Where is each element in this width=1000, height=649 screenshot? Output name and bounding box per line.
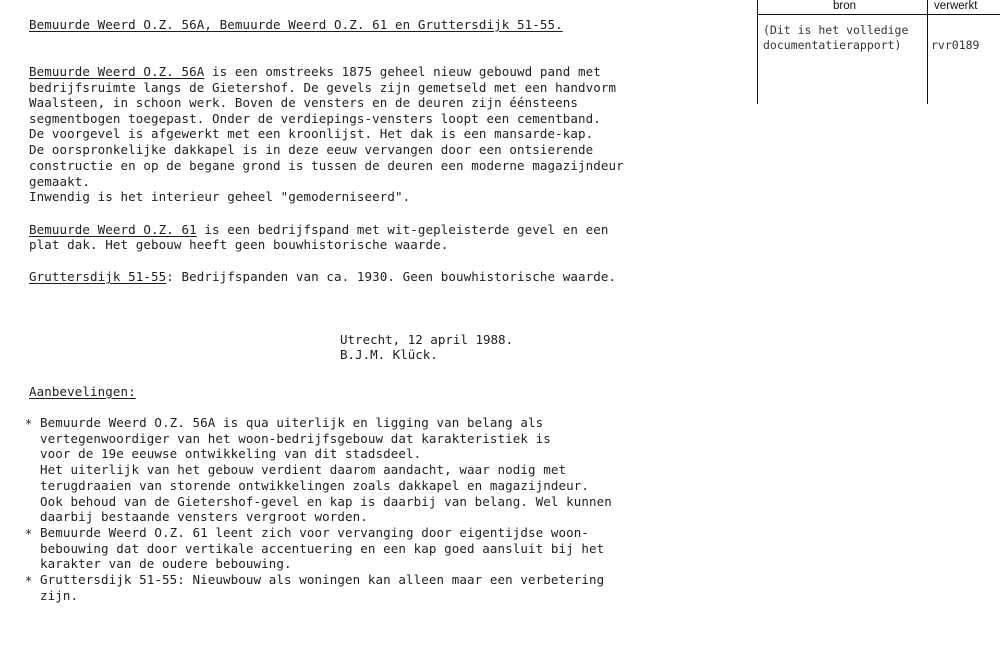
paragraph-3-line-1 [29, 269, 616, 284]
recommendation-1-line: Het uiterlijk van het gebouw verdient daarom aandacht, waar nodig met [40, 462, 567, 477]
paragraph-2-first-rest: is een bedrijfspand met wit-gepleisterde gevel en een [196, 222, 609, 237]
paragraph-3-ref: Gruttersdijk 51-55 [29, 269, 167, 284]
paragraph-3-rest: : Bedrijfspanden van ca. 1930. Geen bouwhistorische waarde. [166, 269, 617, 284]
bullet-icon: * [25, 527, 33, 541]
bullet-icon: * [25, 417, 33, 431]
paragraph-2-line: plat dak. Het gebouw heeft geen bouwhistorische waarde. [29, 237, 449, 252]
recommendation-1-line: terugdraaien van storende ontwikkelingen zoals dakkapel en magazijndeur. [40, 478, 590, 493]
table-cell-verwerkt: rvr0189 [931, 38, 980, 52]
paragraph-1-line: De voorgevel is afgewerkt met een kroonlijst. Het dak is een mansarde-kap. [29, 126, 594, 141]
paragraph-1-line: Waalsteen, in schoon werk. Boven de vensters en de deuren zijn éénsteens [29, 95, 579, 110]
recommendation-3-line: Gruttersdijk 51-55: Nieuwbouw als woningen kan alleen maar een verbetering [40, 572, 605, 587]
paragraph-2-ref: Bemuurde Weerd O.Z. 61 [29, 222, 197, 237]
paragraph-1-ref: Bemuurde Weerd O.Z. 56A [29, 64, 205, 79]
document-heading: Bemuurde Weerd O.Z. 56A, Bemuurde Weerd O.Z. 61 en Gruttersdijk 51-55. [29, 17, 563, 32]
recommendation-3-line: zijn. [40, 588, 79, 603]
source-table [757, 0, 1000, 104]
paragraph-1-line: segmentbogen toegepast. Onder de verdiepings-vensters loopt een cementband. [29, 111, 601, 126]
table-header-divider [757, 14, 1000, 15]
table-cell-bron-line-1: (Dit is het volledige [763, 23, 909, 37]
bullet-icon: * [25, 574, 33, 588]
paragraph-1-line: gemaakt. [29, 174, 91, 189]
paragraph-1-line: De oorspronkelijke dakkapel is in deze eeuw vervangen door een ontsierende [29, 142, 594, 157]
table-header-verwerkt: verwerkt [934, 0, 978, 12]
table-column-divider [927, 0, 928, 104]
table-header-bron: bron [833, 0, 857, 12]
recommendation-2-line: karakter van de oudere bebouwing. [40, 556, 292, 571]
recommendation-2-line: bebouwing dat door vertikale accentuering en een kap goed aansluit bij het [40, 541, 605, 556]
paragraph-1-line: bedrijfsruimte langs de Gietershof. De gevels zijn gemetseld met een handvorm [29, 80, 617, 95]
paragraph-1-line-1 [29, 64, 601, 79]
recommendation-1-line: daarbij bestaande vensters vergroot worden. [40, 509, 368, 524]
table-left-border [757, 0, 758, 104]
recommendation-2-line: Bemuurde Weerd O.Z. 61 leent zich voor vervanging door eigentijdse woon- [40, 525, 590, 540]
paragraph-2-line-1 [29, 222, 609, 237]
table-cell-bron-line-2: documentatierapport) [763, 38, 902, 52]
recommendation-1-line: vertegenwoordiger van het woon-bedrijfsgebouw dat karakteristiek is [40, 431, 551, 446]
paragraph-1-line: Inwendig is het interieur geheel "gemoderniseerd". [29, 189, 411, 204]
signature-place-date: Utrecht, 12 april 1988. [340, 332, 514, 347]
signature-author: B.J.M. Klück. [340, 347, 438, 362]
paragraph-1-first-rest: is een omstreeks 1875 geheel nieuw gebouwd pand met [204, 64, 601, 79]
paragraph-1-line: constructie en op de begane grond is tussen de deuren een moderne magazijndeur [29, 158, 624, 173]
recommendation-1-line: Bemuurde Weerd O.Z. 56A is qua uiterlijk en ligging van belang als [40, 415, 544, 430]
recommendations-title: Aanbevelingen: [29, 384, 136, 399]
recommendation-1-line: voor de 19e eeuwse ontwikkeling van dit stadsdeel. [40, 446, 422, 461]
recommendation-1-line: Ook behoud van de Gietershof-gevel en kap is daarbij van belang. Wel kunnen [40, 494, 612, 509]
